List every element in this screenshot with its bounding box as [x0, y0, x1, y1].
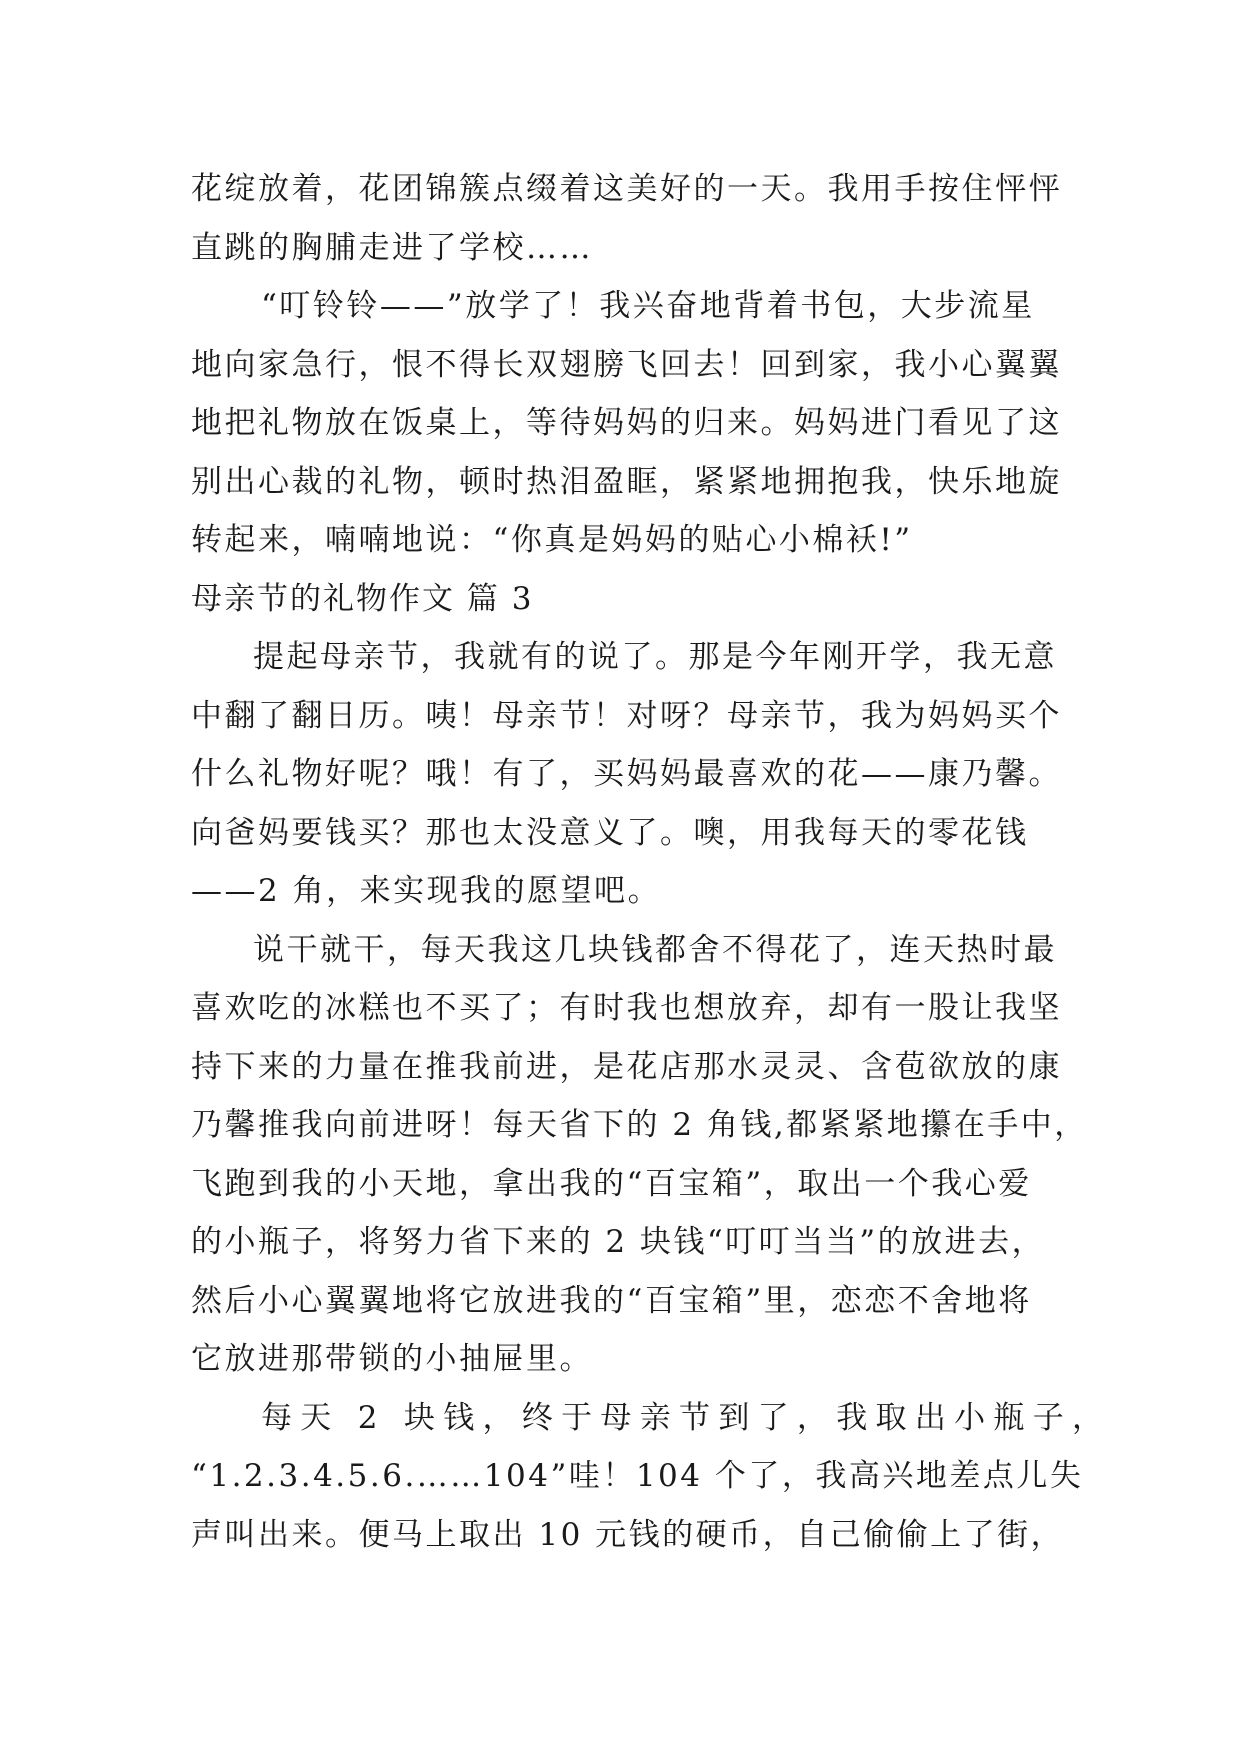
section-heading [191, 570, 1071, 629]
paragraph [191, 921, 1088, 1389]
heading-text: 母亲节的礼物作文 篇 3 [191, 580, 534, 617]
text-line: 声叫出来。便马上取出 10 元钱的硬币，自己偷偷上了街， [191, 1516, 1065, 1553]
text-line: 然后小心翼翼地将它放进我的“百宝箱”里，恋恋不舍地将 [191, 1282, 1032, 1319]
text-line: 向爸妈要钱买？那也太没意义了。噢，用我每天的零花钱 [191, 814, 1029, 851]
text-line: “叮铃铃——”放学了！我兴奋地背着书包，大步流星 [261, 288, 1035, 324]
text-line: 说干就干，每天我这几块钱都舍不得花了，连天热时最 [253, 931, 1057, 968]
paragraph [191, 628, 1071, 921]
text-line: 转起来，喃喃地说：“你真是妈妈的贴心小棉袄!” [191, 522, 913, 558]
paragraph [191, 1389, 1112, 1565]
text-line: 别出心裁的礼物，顿时热泪盈眶，紧紧地拥抱我，快乐地旋 [191, 463, 1062, 500]
text-line: 喜欢吃的冰糕也不买了；有时我也想放弃，却有一股让我坚 [191, 990, 1062, 1026]
text-line: 持下来的力量在推我前进，是花店那水灵灵、含苞欲放的康 [191, 1048, 1062, 1085]
text-line: 提起母亲节，我就有的说了。那是今年刚开学，我无意 [253, 639, 1057, 675]
paragraph [191, 160, 1071, 277]
text-line: 地向家急行，恨不得长双翅膀飞回去！回到家，我小心翼翼 [191, 346, 1062, 383]
text-line: 的小瓶子，将努力省下来的 2 块钱“叮叮当当”的放进去， [191, 1224, 1046, 1260]
text-line: 地把礼物放在饭桌上，等待妈妈的归来。妈妈进门看见了这 [191, 405, 1062, 441]
text-line: 花绽放着，花团锦簇点缀着这美好的一天。我用手按住怦怦 [191, 171, 1062, 207]
text-line: 它放进那带锁的小抽屉里。 [191, 1341, 593, 1377]
text-line: 中翻了翻日历。咦！母亲节！对呀？母亲节，我为妈妈买个 [191, 697, 1062, 734]
paragraph [191, 277, 1071, 570]
text-line: “1.2.3.4.5.6.……104”哇！104 个了，我高兴地差点儿失 [191, 1458, 1084, 1494]
text-line: 直跳的胸脯走进了学校…… [191, 229, 593, 266]
text-line: ——2 角，来实现我的愿望吧。 [191, 873, 662, 909]
text-line: 什么礼物好呢？哦！有了，买妈妈最喜欢的花——康乃馨。 [191, 756, 1062, 792]
document-body [191, 160, 1112, 1564]
text-line: 乃馨推我向前进呀！每天省下的 2 角钱,都紧紧地攥在手中， [191, 1107, 1088, 1143]
text-line: 飞跑到我的小天地，拿出我的“百宝箱”，取出一个我心爱 [191, 1165, 1032, 1202]
text-line: 每天 2 块钱，终于母亲节到了，我取出小瓶子， [261, 1399, 1112, 1436]
